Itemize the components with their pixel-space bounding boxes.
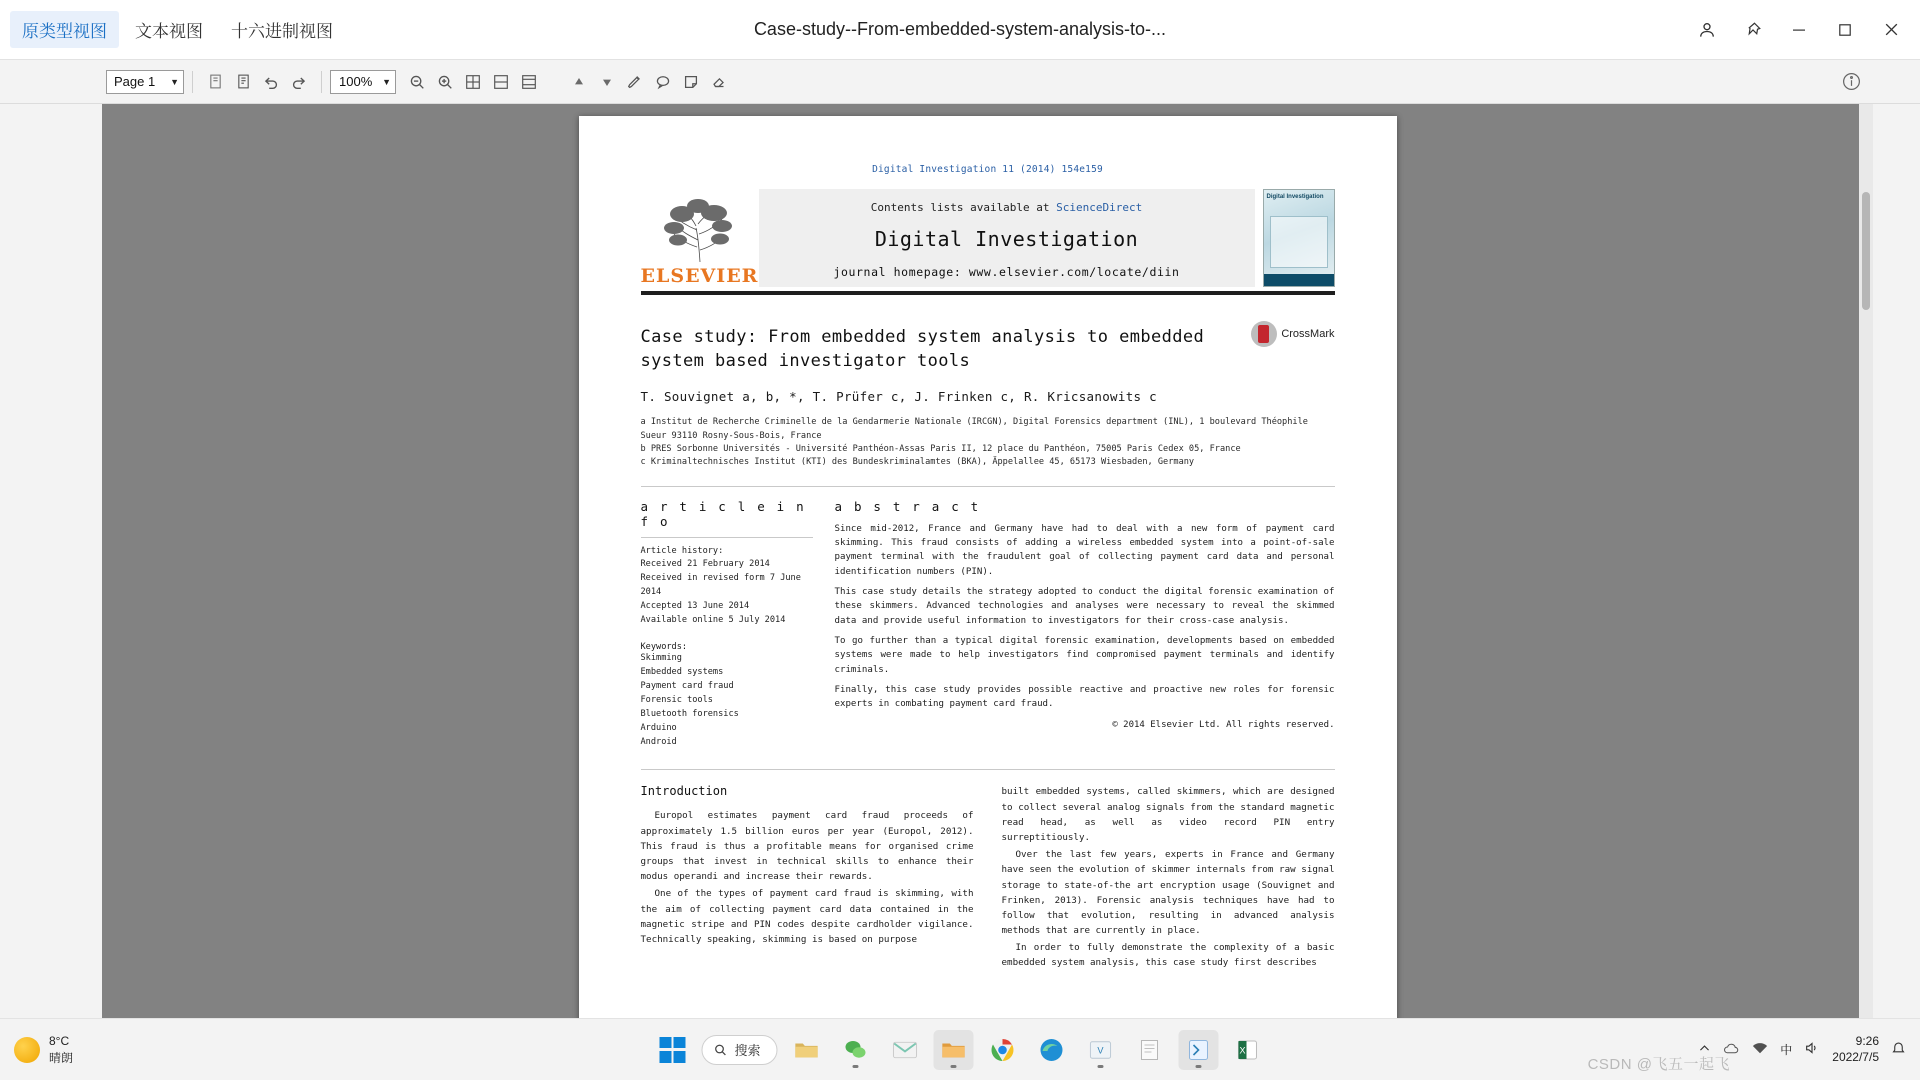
tab-text-view[interactable]: 文本视图: [135, 22, 203, 41]
keyword-0: Skimming: [640, 653, 682, 664]
abstract-paragraph-2: To go further than a typical digital forensic examination, developments based on embedded systems were made to help investigators find compromised payment terminals and identify criminals.: [834, 636, 1335, 675]
article-info-column: [641, 499, 813, 750]
weather-description: 晴朗: [49, 1050, 74, 1065]
edge-icon: [1040, 1038, 1064, 1062]
body-columns: [641, 784, 1335, 972]
toolbar-divider: [192, 71, 193, 93]
fit-page-icon[interactable]: [460, 69, 486, 95]
keyword-5: Arduino: [640, 722, 677, 733]
tab-original-view[interactable]: 原类型视图: [10, 11, 119, 48]
note-icon[interactable]: [678, 69, 704, 95]
elsevier-wordmark: ELSEVIER: [640, 265, 759, 287]
chrome-icon: [991, 1038, 1015, 1062]
info-icon[interactable]: [1838, 69, 1864, 95]
close-button[interactable]: [1868, 0, 1914, 60]
journal-homepage: journal homepage: www.elsevier.com/locate/diin: [833, 265, 1180, 279]
toolbar-divider-2: [321, 71, 322, 93]
crossmark-badge: [1251, 321, 1334, 347]
right-paragraph-2: In order to fully demonstrate the complexity of a basic embedded system analysis, this case study first describes: [1001, 942, 1335, 969]
pdf-reader-icon: [1188, 1039, 1210, 1061]
sciencedirect-link[interactable]: ScienceDirect: [1056, 201, 1143, 214]
first-page-icon[interactable]: [202, 69, 228, 95]
zoom-in-icon[interactable]: [432, 69, 458, 95]
history-2: Accepted 13 June 2014: [640, 601, 750, 612]
right-paragraph-1: Over the last few years, experts in France and Germany have seen the evolution of skimmer internals from raw signal storage to state-of-the art encryption usage (Souvignet and Frinken, 2013). Forensic analysis techniques have had to follow that evolution, resulting in advanced analysis methods that are currently in place.: [1001, 849, 1335, 937]
zoom-selector[interactable]: [330, 70, 396, 94]
affiliation-c: c Kriminaltechnisches Institut (KTI) des Bundeskriminalamtes (BKA), Äppelallee 45, 65173 Wiesbaden, Germany: [640, 457, 1195, 468]
maximize-button[interactable]: [1822, 0, 1868, 60]
notification-center-button[interactable]: [1891, 1041, 1906, 1059]
clock-time: 9:26: [1855, 1033, 1879, 1048]
taskbar-apps: [652, 1030, 1267, 1070]
folder-app[interactable]: [934, 1030, 974, 1070]
title-bar: [0, 0, 1920, 60]
history-label: Article history:: [640, 545, 724, 556]
last-page-icon[interactable]: [230, 69, 256, 95]
edge-app[interactable]: [1032, 1030, 1072, 1070]
pdf-toolbar: [0, 60, 1920, 104]
keyword-4: Bluetooth forensics: [640, 708, 739, 719]
left-paragraph-1: One of the types of payment card fraud is skimming, with the aim of collecting payment card data contained in the magnetic stripe and PIN codes despite cardholder vigilance. Technically speaking, skimming is based on purpose: [640, 888, 974, 945]
keyword-2: Payment card fraud: [640, 680, 734, 691]
weather-widget[interactable]: [0, 1033, 150, 1065]
page-selector[interactable]: [106, 70, 184, 94]
file-explorer-icon: [794, 1039, 820, 1061]
abstract-heading: a b s t r a c t: [834, 498, 981, 514]
pdf-viewer[interactable]: [102, 104, 1873, 1018]
ime-indicator[interactable]: 中: [1780, 1043, 1793, 1057]
right-paragraph-0: built embedded systems, called skimmers, which are designed to collect several analog signals from the standard magnetic read head, as well as video record PIN entry surreptitiously.: [1001, 786, 1335, 843]
window-controls: [1684, 0, 1920, 59]
journal-banner: [759, 189, 1255, 287]
wechat-icon: [844, 1038, 868, 1062]
split-horizontal-icon[interactable]: [488, 69, 514, 95]
body-column-left: [641, 784, 974, 972]
taskbar-search[interactable]: [701, 1035, 777, 1065]
article-title: Case study: From embedded system analysis to embedded system based investigator tools: [640, 327, 1205, 372]
windows-logo-icon: [659, 1037, 685, 1063]
taskbar: [0, 1018, 1920, 1080]
watermark: CSDN @飞五一起飞: [1587, 1056, 1730, 1073]
zoom-out-icon[interactable]: [404, 69, 430, 95]
history-0: Received 21 February 2014: [640, 559, 770, 570]
start-button[interactable]: [652, 1030, 692, 1070]
elsevier-tree-icon: [652, 192, 748, 264]
abstract-column: [835, 499, 1335, 750]
cover-title: Digital Investigation: [1266, 194, 1324, 200]
abstract-paragraph-0: Since mid-2012, France and Germany have had to deal with a new form of payment card skimming. This fraud consists of adding a wireless embedded system into a point-of-sale payment terminal with the fraudulent goal of collecting payment card data and personal identification numbers (PIN).: [834, 523, 1335, 577]
redo-icon[interactable]: [286, 69, 312, 95]
sun-icon: [14, 1037, 40, 1063]
document-title: Case-study--From-embedded-system-analysis-to-...: [753, 19, 1167, 39]
mail-app[interactable]: [885, 1030, 925, 1070]
view-mode-tabs: [0, 0, 345, 59]
pdf-page: [579, 116, 1397, 1018]
contents-text: Contents lists available at: [870, 201, 1050, 214]
volume-icon[interactable]: [1804, 1041, 1820, 1058]
body-column-right: [1002, 784, 1335, 972]
chevron-down-icon: ▼: [170, 76, 179, 87]
abstract-paragraph-1: This case study details the strategy adopted to conduct the digital forensic examination of these skimmers. Advanced technologies and analyses were necessary to reveal the skimmed data and provide useful information to investigators for their cross-case analysis.: [834, 586, 1335, 626]
article-authors: T. Souvignet a, b, *, T. Prüfer c, J. Frinken c, R. Kricsanowits c: [640, 389, 1157, 405]
notepad-icon: [1140, 1039, 1160, 1061]
journal-reference: Digital Investigation 11 (2014) 154e159: [872, 164, 1103, 175]
next-annotation-icon[interactable]: [594, 69, 620, 95]
excel-app[interactable]: [1228, 1030, 1268, 1070]
page-selector-value: Page 1: [114, 74, 156, 89]
elsevier-logo: [641, 189, 759, 287]
affiliation-a: a Institut de Recherche Criminelle de la Gendarmerie Nationale (IRCGN), Digital Forensics department (INL), 1 boulevard Théophile Sueur 93110 Rosny-Sous-Bois, France: [640, 417, 1308, 441]
history-1: Received in revised form 7 June 2014: [640, 573, 801, 598]
crossmark-label: CrossMark: [1281, 328, 1335, 340]
article-history: [641, 545, 813, 629]
mail-icon: [892, 1040, 917, 1060]
affiliation-b: b PRES Sorbonne Universités - Université Panthéon-Assas Paris II, 12 place du Panthéon, 75005 Paris Cedex 05, France: [640, 443, 1241, 454]
chevron-down-icon-zoom: ▼: [382, 76, 391, 87]
journal-header: [641, 189, 1335, 295]
divider-above-body: [641, 769, 1335, 770]
erase-icon[interactable]: [706, 69, 732, 95]
keyword-1: Embedded systems: [640, 666, 724, 677]
clock-date: 2022/7/5: [1832, 1049, 1879, 1064]
crossmark-icon: [1251, 321, 1277, 347]
clock[interactable]: [1832, 1034, 1879, 1065]
network-icon[interactable]: [1752, 1042, 1768, 1058]
divider-above-abstract: [641, 486, 1335, 487]
excel-icon: [1237, 1039, 1259, 1061]
minimize-button[interactable]: [1776, 0, 1822, 60]
keyword-6: Android: [640, 736, 677, 747]
left-paragraph-0: Europol estimates payment card fraud proceeds of approximately 1.5 billion euros per year (Europol, 2012). This fraud is thus a profitable means for organised crime groups that invest in technical skills to enhance their modus operandi and increase their rewards.: [640, 810, 974, 883]
tab-hex-view[interactable]: 十六进制视图: [231, 22, 333, 41]
system-tray: [1698, 1034, 1920, 1065]
keyword-3: Forensic tools: [640, 694, 713, 705]
svg-text:V: V: [1097, 1045, 1104, 1056]
intro-heading: Introduction: [640, 784, 728, 799]
highlight-icon[interactable]: [622, 69, 648, 95]
notepad-app[interactable]: [1130, 1030, 1170, 1070]
comment-icon[interactable]: [650, 69, 676, 95]
article-info-heading: a r t i c l e i n f o: [640, 498, 806, 529]
keywords-label: Keywords:: [640, 642, 688, 653]
contents-line: [759, 201, 1255, 214]
abstract-paragraph-3: Finally, this case study provides possible reactive and proactive new roles for forensic experts in combating payment card fraud.: [834, 685, 1335, 710]
single-page-icon[interactable]: [516, 69, 542, 95]
pdf-reader-app[interactable]: [1179, 1030, 1219, 1070]
vertical-scrollbar[interactable]: [1859, 104, 1873, 1018]
weather-temperature: 8°C: [49, 1034, 70, 1049]
taskbar-search-label: 搜索: [734, 1043, 761, 1058]
keywords-list: [641, 652, 813, 749]
account-icon[interactable]: [1684, 0, 1730, 60]
search-icon: [713, 1043, 727, 1057]
affiliations: [641, 416, 1335, 469]
pin-icon[interactable]: [1730, 0, 1776, 60]
wechat-app[interactable]: [836, 1030, 876, 1070]
history-3: Available online 5 July 2014: [640, 615, 786, 626]
prev-annotation-icon[interactable]: [566, 69, 592, 95]
zoom-value: 100%: [339, 74, 373, 89]
scrollbar-thumb[interactable]: [1862, 192, 1870, 310]
journal-name: Digital Investigation: [874, 227, 1139, 251]
chrome-app[interactable]: [983, 1030, 1023, 1070]
vscode-icon: [1090, 1039, 1112, 1061]
undo-icon[interactable]: [258, 69, 284, 95]
journal-cover-image: [1263, 189, 1335, 287]
vscode-app[interactable]: [1081, 1030, 1121, 1070]
abstract-copyright: © 2014 Elsevier Ltd. All rights reserved.: [1112, 719, 1335, 730]
file-explorer-app[interactable]: [787, 1030, 827, 1070]
folder-icon: [941, 1039, 967, 1061]
svg-text:X: X: [1239, 1045, 1246, 1055]
